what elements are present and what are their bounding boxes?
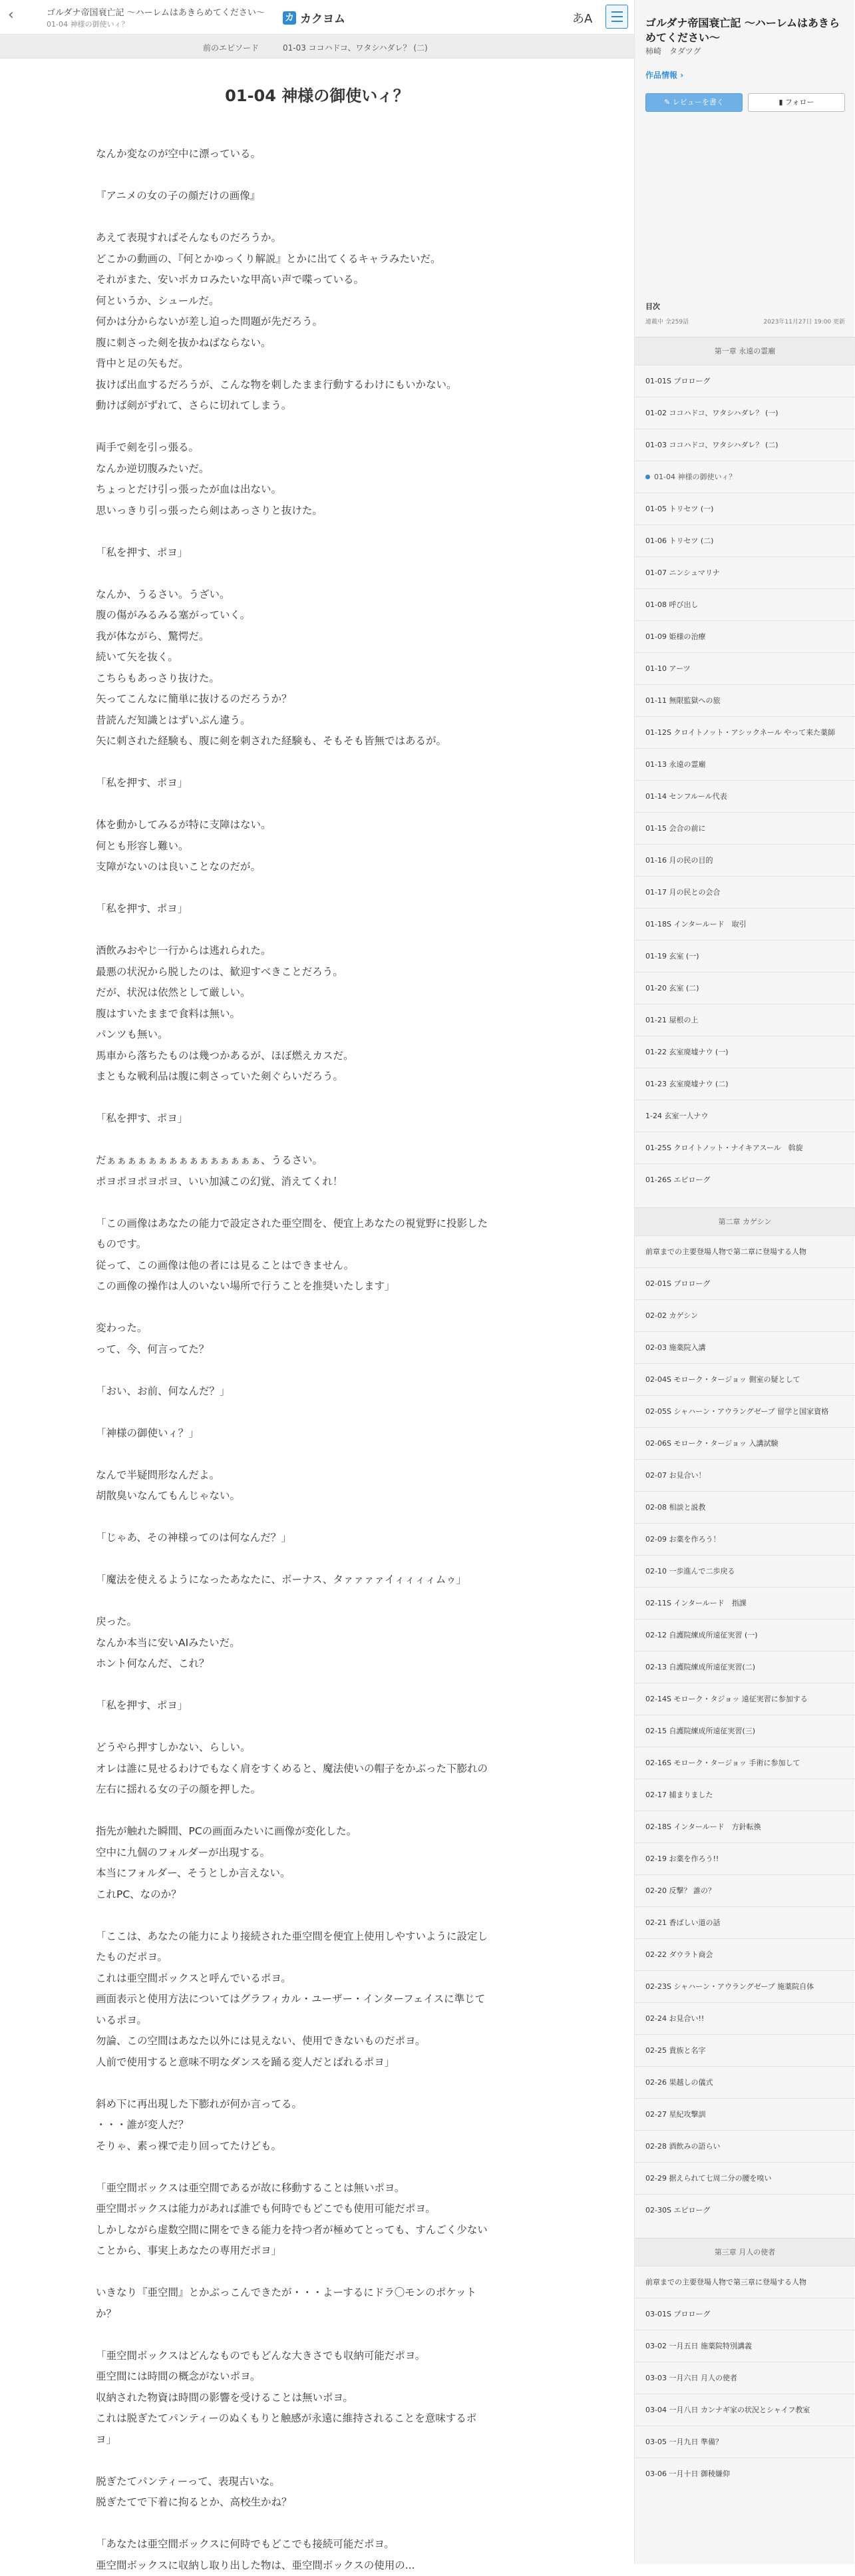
toc-episode-link[interactable] [635,1068,855,1100]
text-line: 収納された物資は時間の影響を受けることは無いポヨ。 [96,2388,542,2409]
text-line: 動けば剣がずれて、さらに切れてしまう。 [96,395,542,417]
toc-episode-label: 01-01S プロローグ [645,376,710,386]
text-line: 「私を押す、ポヨ」 [96,773,542,794]
blank-line [96,2073,542,2094]
toc-episode-label: 02-10 一歩進んで二歩戻る [645,1566,735,1576]
text-line: 亜空間には時間の概念がないポヨ。 [96,2366,542,2388]
text-line: 矢ってこんなに簡単に抜けるのだろうか？ [96,689,542,710]
blank-line [96,1130,542,1151]
blank-line [96,2450,542,2471]
toc-episode-link[interactable] [635,1427,855,1459]
blank-line [96,2513,542,2535]
toc-episode-link[interactable] [635,1267,855,1299]
toc-episode-label: 02-12 自護院練成所遠征実習 (一) [645,1630,758,1640]
toc-episode-link[interactable] [635,812,855,844]
toc-episode-label: 01-11 無限監獄への旅 [645,696,720,706]
menu-icon[interactable] [605,5,628,29]
toc-episode-label: 02-20 反撃？ 誰の？ [645,1886,715,1896]
text-line: って、今、何言ってた？ [96,1339,542,1361]
text-line: 斜め下に再出現した下膨れが何か言ってる。 [96,2094,542,2115]
blank-line [96,2324,542,2346]
toc-episode-label: 01-12S クロイトノット・アシックネール やって来た薬師 [645,728,835,738]
blank-line [96,207,542,228]
toc-episode-link[interactable] [635,556,855,588]
toc-episode-link[interactable] [635,972,855,1004]
toc-episode-link[interactable] [635,1363,855,1395]
toc-episode-link[interactable] [635,2066,855,2098]
text-line: 体を動かしてみるが特に支障はない。 [96,815,542,836]
toc-status: 連載中 全259話 [645,319,689,325]
toc-episode-link[interactable] [635,1523,855,1555]
toc-episode-label: 02-05S シャハーン・アウラングゼーブ 留学と国家資格 [645,1406,828,1416]
text-line: 「ここは、あなたの能力により接続された亜空間を便宜上使用しやすいように設定し [96,1926,542,1948]
text-line: 脱ぎたてパンティーって、表現古いな。 [96,2471,542,2493]
logo-text: カクヨム [300,9,345,26]
toc-episode-link[interactable] [635,1164,855,1195]
toc-episode-link[interactable] [635,1715,855,1747]
toc-episode-link[interactable] [635,493,855,525]
text-line: 腹の傷がみるみる塞がっていく。 [96,605,542,626]
pencil-icon: ✎ [664,98,670,107]
toc-chapter-header: 第三章 月人の使者 [635,2238,855,2266]
follow-button[interactable] [748,93,845,112]
toc-episode-label: 02-22 ダウラト商会 [645,1950,713,1960]
toc-episode-label: 01-26S エピローグ [645,1175,710,1185]
episode-body [96,144,542,2576]
text-line: 「亜空間ボックスは亜空間であるが故に移動することは無いポヨ。 [96,2178,542,2199]
toc-episode-link[interactable] [635,397,855,429]
toc-chapter-header: 第二章 カゲシン [635,1207,855,1235]
text-line: これPC、なのか？ [96,1884,542,1906]
text-line: 「この画像はあなたの能力で設定された亜空間を、便宜上あなたの視覚野に投影した [96,1213,542,1235]
toc-episode-link[interactable] [635,1874,855,1906]
toc-episode-label: 01-18S インタールード 取引 [645,919,747,929]
toc-episode-label: 01-21 屋根の上 [645,1015,698,1025]
text-line: どこかの動画の、『何とかゆっくり解説』とかに出てくるキャラみたいだ。 [96,249,542,270]
toc-episode-label: 1-24 玄室一人ナウ [645,1111,708,1121]
text-line: 最悪の状況から脱したのは、歓迎すべきことだろう。 [96,962,542,983]
text-line: なんか逆切腹みたいだ。 [96,459,542,480]
text-line: ことから、事実上あなたの専用だポヨ」 [96,2241,542,2262]
toc-episode-label: 01-19 玄室 (一) [645,951,699,961]
prev-episode-link[interactable]: 前のエピソード [203,42,259,53]
toc-label: 目次 [645,301,660,312]
toc-episode-link[interactable] [635,1100,855,1132]
text-line: ホント何なんだ、これ？ [96,1653,542,1675]
toc-episode-link[interactable] [635,1004,855,1036]
work-info-label: 作品情報 [645,71,677,80]
text-line: 我が体ながら、驚愕だ。 [96,626,542,648]
toc-episode-label: 01-10 アーツ [645,664,691,674]
toc-episode-link[interactable] [635,588,855,620]
toc-episode-label: 02-03 施薬院入講 [645,1343,705,1353]
toc-episode-link[interactable] [635,1459,855,1491]
text-line: だぁぁぁぁぁぁぁぁぁぁぁぁぁぁぁ、うるさい。 [96,1150,542,1172]
toc-episode-link[interactable] [635,1395,855,1427]
blank-line [96,1402,542,1423]
toc-episode-label: 01-15 会合の前に [645,823,705,833]
text-line: こちらもあっさり抜けた。 [96,668,542,690]
toc-episode-link[interactable] [635,940,855,972]
blank-line [96,2157,542,2178]
toc-episode-label: 02-08 相談と説教 [645,1502,705,1512]
toc-episode-link[interactable] [635,844,855,876]
toc-episode-link[interactable] [635,908,855,940]
episode-nav-bar [0,35,634,59]
episode-heading: 01-04 神様の御使いィ？ [0,83,634,106]
toc-episode-link[interactable] [635,365,855,397]
blank-line [96,1192,542,1213]
blank-line [96,1360,542,1381]
toc-episode-label: 03-05 一月九日 準備？ [645,2437,723,2447]
text-line: そりゃ、素っ裸で走り回ってたけども。 [96,2136,542,2157]
current-episode-link[interactable]: 01-03 ココハドコ、ワタシハダレ？ (二) [283,42,428,53]
toc-list [635,337,855,2489]
text-line: 「亜空間ボックスはどんなものでもどんな大きさでも収納可能だポヨ。 [96,2346,542,2367]
text-line: 画面表示と使用方法についてはグラフィカル・ユーザー・インターフェイスに準じて [96,1989,542,2010]
toc-episode-label: 01-06 トリセツ (二) [645,536,713,546]
text-line: 腹はすいたままで食料は無い。 [96,1004,542,1025]
toc-episode-label: 02-25 貴族と名字 [645,2045,705,2055]
toc-episode-label: 01-23 玄室廃墟ナウ (二) [645,1079,729,1089]
text-line: 馬車から落ちたものは幾つかあるが、ほぼ燃えカスだ。 [96,1046,542,1067]
text-line: だが、状況は依然として厳しい。 [96,982,542,1004]
text-line: 「私を押す、ポヨ」 [96,899,542,920]
text-line: 指先が触れた瞬間、PCの画面みたいに画像が変化した。 [96,1821,542,1842]
text-line: いるポヨ。 [96,2010,542,2032]
blank-line [96,563,542,584]
toc-episode-label: 01-05 トリセツ (一) [645,504,713,514]
text-line: 何とも形容し難い。 [96,836,542,857]
review-button[interactable] [645,93,743,112]
toc-episode-link[interactable] [635,1331,855,1363]
toc-episode-label: 02-17 捕まりました [645,1790,713,1800]
toc-episode-link[interactable] [635,1651,855,1683]
text-line: まともな戦利品は腹に刺さっていた剣ぐらいだろう。 [96,1066,542,1088]
toc-episode-label: 02-28 酒飲みの語らい [645,2141,720,2151]
toc-episode-link[interactable] [635,2098,855,2130]
blank-line [96,1549,542,1570]
toc-episode-label: 01-17 月の民との会合 [645,887,720,897]
toc-episode-label: 01-08 呼び出し [645,600,698,610]
toc-episode-label: 02-07 お見合い！ [645,1470,705,1480]
toc-episode-link[interactable] [635,2034,855,2066]
blank-line [96,920,542,941]
text-line: ちょっとだけ引っ張ったが血は出ない。 [96,479,542,501]
toc-episode-label: 02-21 香ばしい道の話 [645,1918,720,1928]
text-line: 左右に揺れる女の子の顔を押した。 [96,1779,542,1801]
toc-episode-link[interactable] [635,2298,855,2330]
toc-episode-link[interactable] [635,1906,855,1938]
text-line: なんか本当に安いAIみたいだ。 [96,1633,542,1654]
toc-episode-label: 02-14S モローク・タジョッ 遠征実習に参加する [645,1694,808,1704]
text-line: ものです。 [96,1234,542,1255]
text-line: 抜けば出血するだろうが、こんな物を刺したまま行動するわけにもいかない。 [96,375,542,396]
text-line: 背中と足の矢もだ。 [96,353,542,375]
toc-episode-label: 02-06S モローク・タージョッ 入講試験 [645,1438,778,1448]
text-line: 「私を押す、ポヨ」 [96,542,542,564]
blank-line [96,794,542,815]
text-line: しかしながら虚数空間に開をできる能力を持つ者が極めてとっても、すんごく少ない [96,2220,542,2241]
toc-episode-label: 03-03 一月六日 月人の使者 [645,2373,737,2383]
toc-episode-label: 02-27 星紀攻撃訓 [645,2109,705,2119]
text-line: 腹に刺さった剣を抜かねばならない。 [96,333,542,354]
text-line: か？ [96,2304,542,2325]
text-line: 変わった。 [96,1318,542,1339]
text-line: ・・・誰が変人だ？ [96,2115,542,2136]
toc-episode-label: 03-04 一月八日 カンナギ家の状況とシャイフ教室 [645,2405,810,2415]
text-line: 亜空間ボックスに収納し取り出した物は、亜空間ボックスの使用の... [96,2555,542,2576]
toc-episode-link[interactable] [635,1299,855,1331]
toc-episode-link[interactable] [635,525,855,556]
text-line: 矢に刺された経験も、腹に剣を刺された経験も、そもそも皆無ではあるが。 [96,731,542,752]
chevron-right-icon: › [680,71,683,80]
toc-episode-link[interactable] [635,2002,855,2034]
text-line: 何というか、シュールだ。 [96,291,542,312]
toc-episode-label: 02-09 お薬を作ろう！ [645,1534,720,1544]
toc-episode-label: 02-30S エピローグ [645,2205,710,2215]
toc-episode-label: 02-23S シャハーン・アウラングゼーブ 施薬院自体 [645,1982,814,1992]
text-line: あえて表現すればそんなものだろうか。 [96,228,542,249]
text-line: 両手で剣を引っ張る。 [96,437,542,459]
toc-episode-link[interactable] [635,1842,855,1874]
toc-episode-label: 02-16S モローク・タージョッ 手術に参加して [645,1758,800,1768]
text-line: 空中に九個のフォルダーが出現する。 [96,1842,542,1864]
toc-episode-link[interactable] [635,1132,855,1164]
logo-mark-icon: カ [283,11,296,25]
blank-line [96,417,542,438]
header-episode-title: 01-04 神様の御使いィ？ [47,19,128,29]
text-line: どうやら押すしかない、らしい。 [96,1737,542,1759]
text-line: 「私を押す、ポヨ」 [96,1108,542,1130]
toc-episode-link[interactable] [635,1491,855,1523]
sidebar-work-title[interactable]: ゴルダナ帝国衰亡記 〜ハーレムはあきらめてください〜 [645,16,845,45]
blank-line [96,1088,542,1109]
text-line: 亜空間ボックスは能力があれば誰でも何時でもどこでも使用可能だポヨ。 [96,2199,542,2220]
toc-episode-link[interactable] [635,684,855,716]
toc-episode-link[interactable] [635,1683,855,1715]
bookmark-icon: ▮ [778,98,782,107]
blank-line [96,1444,542,1465]
toc-episode-label: 01-03 ココハドコ、ワタシハダレ？ (二) [645,440,778,450]
toc-episode-label: 01-09 姫様の治療 [645,632,705,642]
toc-episode-link[interactable] [635,2458,855,2489]
toc-episode-label: 前章までの主要登場人物で第二章に登場する人物 [645,1247,806,1257]
toc-episode-label: 01-07 ニンシュマリナ [645,568,720,578]
blank-line [96,1905,542,1926]
back-arrow-icon[interactable]: ‹ [8,8,14,23]
toc-episode-label: 02-24 お見合い!! [645,2014,704,2024]
toc-episode-label: 02-01S プロローグ [645,1279,710,1289]
toc-episode-link[interactable] [635,748,855,780]
text-line: 昔読んだ知識とはずいぶん違う。 [96,710,542,732]
text-line: 『アニメの女の子の顔だけの画像』 [96,186,542,207]
text-line: 「私を押す、ポヨ」 [96,1695,542,1717]
toc-episode-link[interactable] [635,620,855,652]
text-line: 支障がないのは良いことなのだが。 [96,857,542,878]
toc-episode-label: 02-26 果越しの儀式 [645,2077,713,2087]
blank-line [96,1507,542,1528]
text-line: なんで半疑問形なんだよ。 [96,1465,542,1486]
text-line: 続いて矢を抜く。 [96,647,542,668]
work-info-link[interactable] [645,69,683,81]
toc-episode-label: 01-22 玄室廃墟ナウ (一) [645,1047,729,1057]
toc-episode-link[interactable] [635,1970,855,2002]
current-marker-icon [645,475,650,479]
blank-line [96,1591,542,1612]
text-line: 人前で使用すると意味不明なダンスを踊る変人だとばれるポヨ」 [96,2052,542,2073]
blank-line [96,1297,542,1319]
text-line: 酒飲みおやじ一行からは逃れられた。 [96,941,542,962]
toc-updated: 2023年11月27日 19:00 更新 [764,317,845,325]
toc-episode-label: 03-02 一月五日 施薬院特別講義 [645,2341,752,2351]
toc-episode-label: 02-11S インタールード 指課 [645,1598,747,1608]
blank-line [96,752,542,773]
text-line: 「じゃあ、その神様ってのは何なんだ？」 [96,1528,542,1549]
toc-episode-link[interactable] [635,780,855,812]
blank-line [96,521,542,542]
toc-episode-label: 03-06 一月十日 御稜嫌仰 [645,2469,730,2479]
font-setting-button[interactable]: あA [572,9,592,27]
header-work-title[interactable]: ゴルダナ帝国衰亡記 〜ハーレムはあきらめてください〜 [47,5,265,18]
toc-episode-label: 02-29 据えられて七周二分の腰を嗅い [645,2173,771,2183]
text-line: 本当にフォルダー、そうとしか言えない。 [96,1863,542,1884]
toc-episode-label: 02-13 自護院練成所遠征実習(二) [645,1662,755,1672]
toc-episode-label: 02-15 自護院練成所遠征実習(三) [645,1726,755,1736]
toc-episode-label: 01-02 ココハドコ、ワタシハダレ？ (一) [645,408,778,418]
toc-episode-current[interactable] [635,461,855,493]
sidebar [634,0,854,2564]
blank-line [96,165,542,186]
toc-episode-label: 前章までの主要登場人物で第三章に登場する人物 [645,2277,806,2287]
toc-episode-link[interactable] [635,716,855,748]
text-line: これは亜空間ボックスと呼んでいるポヨ。 [96,1968,542,1990]
toc-episode-label: 01-14 センフルール代表 [645,791,727,801]
toc-episode-label: 02-04S モローク・タージョッ 側室の疑として [645,1375,800,1385]
follow-button-label: フォロー [785,98,814,107]
text-line: 「神様の御使いィ？」 [96,1423,542,1444]
toc-episode-label: 01-20 玄室 (二) [645,983,699,993]
toc-episode-link[interactable] [635,1235,855,1267]
text-line: 胡散臭いなんてもんじゃない。 [96,1486,542,1507]
blank-line [96,1717,542,1738]
toc-meta [645,317,845,325]
toc-episode-link[interactable] [635,1036,855,1068]
toc-episode-link[interactable] [635,2194,855,2226]
review-button-label: レビューを書く [673,98,724,107]
toc-episode-label: 01-25S クロイトノット・ナイキアスール 斡旋 [645,1143,803,1153]
text-line: パンツも無い。 [96,1024,542,1046]
text-line: 脱ぎたてで下着に拘るとか、高校生かね？ [96,2492,542,2513]
toc-episode-link[interactable] [635,2394,855,2426]
kakuyomu-logo[interactable] [283,9,345,26]
toc-episode-link[interactable] [635,1779,855,1811]
toc-episode-link[interactable] [635,652,855,684]
text-line: 「おい、お前、何なんだ？」 [96,1381,542,1402]
toc-episode-label: 02-02 カゲシン [645,1311,698,1321]
toc-episode-link[interactable] [635,1811,855,1842]
toc-episode-label: 01-04 神様の御使いィ？ [654,472,736,482]
toc-episode-link[interactable] [635,1555,855,1587]
text-line: これは脱ぎたてパンティーのぬくもりと触感が永遠に維持されることを意味するポ [96,2408,542,2430]
text-line: 従って、この画像は他の者には見ることはできません。 [96,1255,542,1277]
text-line: それがまた、安いボカロみたいな甲高い声で喋っている。 [96,270,542,291]
toc-chapter-header: 第一章 永遠の霊廟 [635,337,855,365]
toc-episode-link[interactable] [635,876,855,908]
text-line: 戻った。 [96,1611,542,1633]
sidebar-author[interactable]: 柿崎 タダツグ [645,45,701,57]
toc-episode-link[interactable] [635,2266,855,2298]
toc-episode-label: 02-18S インタールード 方針転換 [645,1822,761,1832]
text-line: なんか、うるさい。うざい。 [96,584,542,606]
toc-episode-label: 01-13 永遠の霊廟 [645,759,705,769]
text-line: なんか変なのが空中に漂っている。 [96,144,542,165]
blank-line [96,2262,542,2283]
toc-episode-link[interactable] [635,1938,855,1970]
text-line: たものだポヨ。 [96,1947,542,1968]
toc-episode-link[interactable] [635,429,855,461]
text-line: いきなり『亜空間』とかぶっこんできたが・・・よーするにドラ〇モンのポケット [96,2282,542,2304]
text-line: ヨ」 [96,2430,542,2451]
text-line: この画像の操作は人のいない場所で行うことを推奨いたします」 [96,1276,542,1297]
toc-episode-link[interactable] [635,2362,855,2394]
text-line: オレは誰に見せるわけでもなく肩をすくめると、魔法使いの帽子をかぶった下膨れの [96,1759,542,1780]
blank-line [96,1801,542,1822]
toc-episode-label: 01-16 月の民の目的 [645,855,713,865]
text-line: 「魔法を使えるようになったあなたに、ボーナス、タァァァァイィィィィムゥ」 [96,1570,542,1591]
toc-episode-link[interactable] [635,1747,855,1779]
toc-episode-label: 02-19 お薬を作ろう!! [645,1854,719,1864]
text-line: 勿論、この空間はあなた以外には見えない、使用できないものだポヨ。 [96,2031,542,2052]
text-line: 何かは分からないが差し迫った問題が先だろう。 [96,312,542,333]
toc-episode-link[interactable] [635,1587,855,1619]
blank-line [96,1675,542,1696]
text-line: 「あなたは亜空間ボックスに何時でもどこでも接続可能だポヨ。 [96,2534,542,2555]
toc-episode-link[interactable] [635,1619,855,1651]
blank-line [96,878,542,899]
toc-episode-link[interactable] [635,2426,855,2458]
text-line: ポヨポヨポヨポヨ、いい加減この幻覚、消えてくれ！ [96,1172,542,1193]
toc-episode-link[interactable] [635,2330,855,2362]
toc-episode-label: 03-01S プロローグ [645,2309,710,2319]
toc-episode-link[interactable] [635,2162,855,2194]
toc-episode-link[interactable] [635,2130,855,2162]
text-line: 思いっきり引っ張ったら剣はあっさりと抜けた。 [96,501,542,522]
